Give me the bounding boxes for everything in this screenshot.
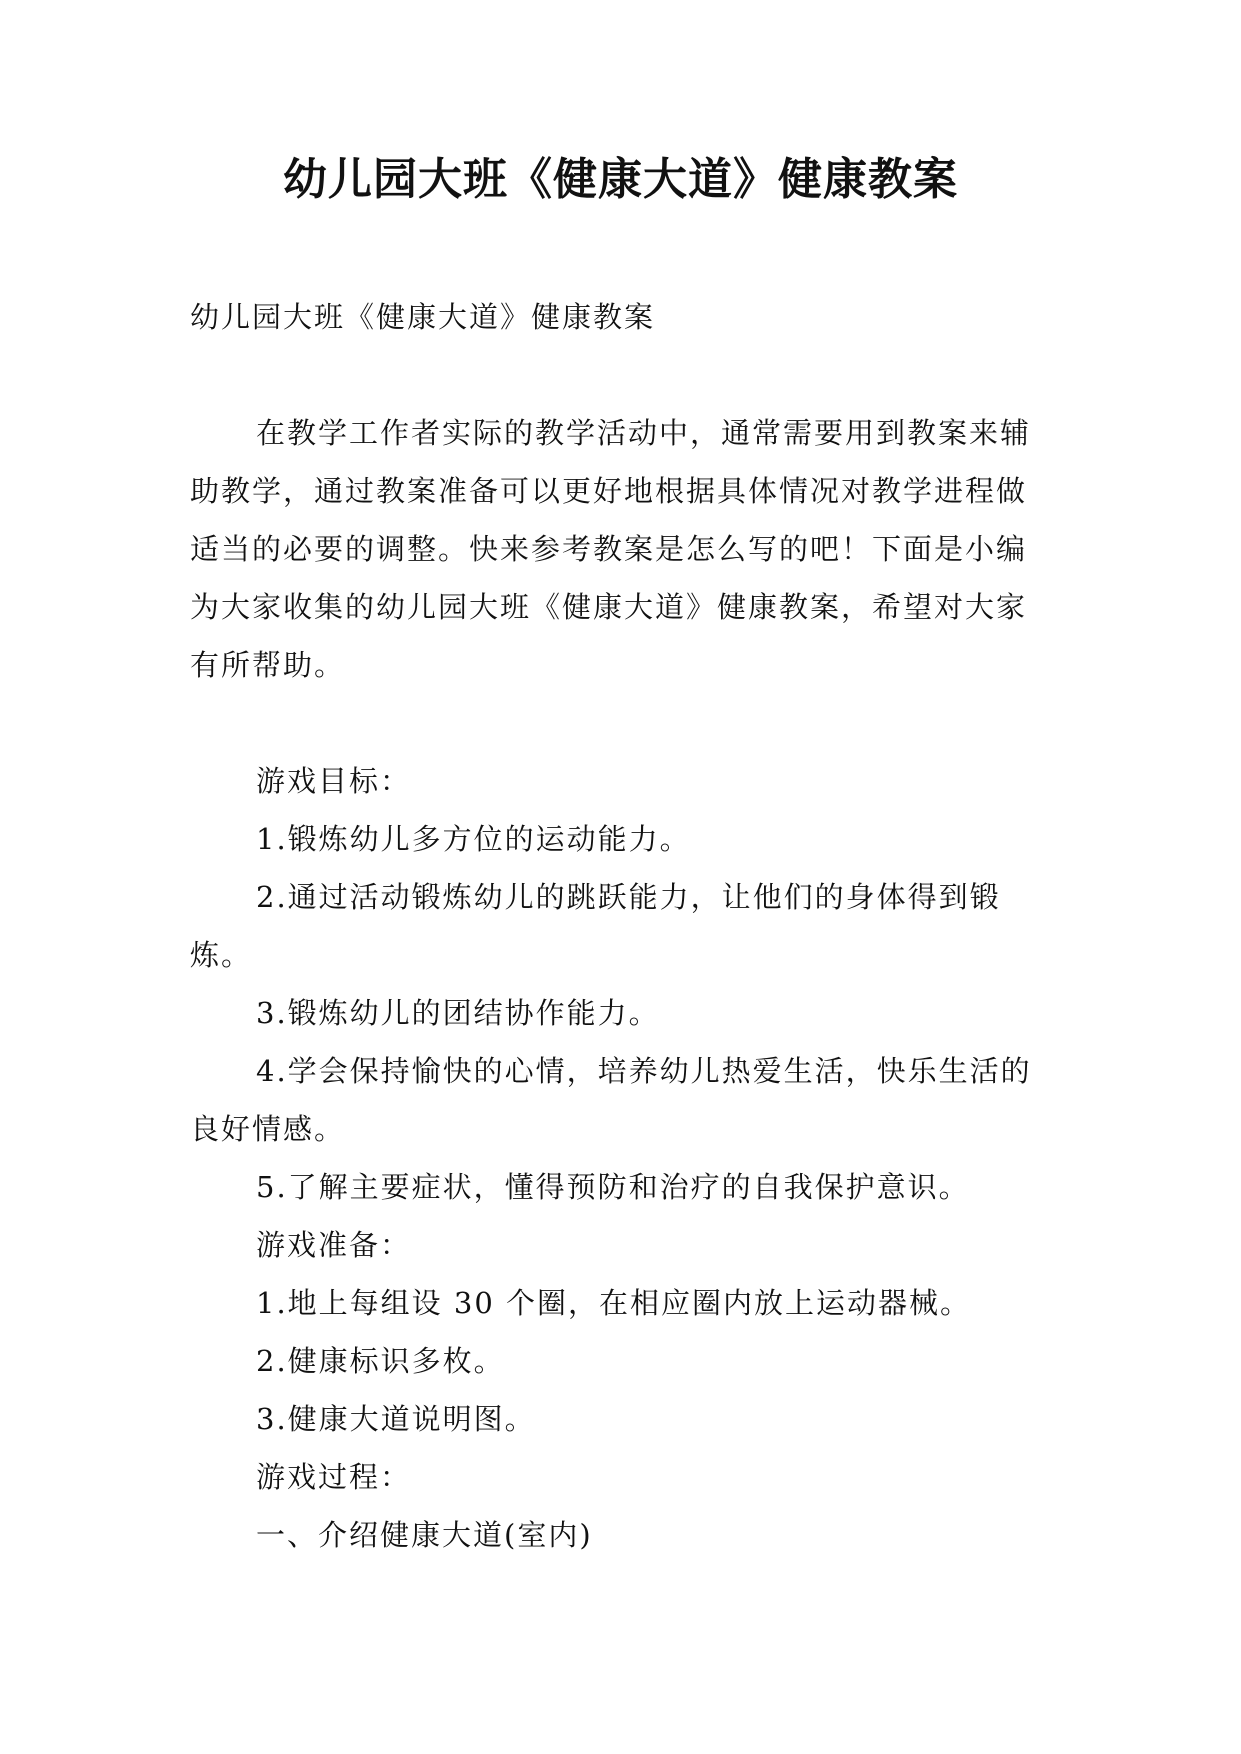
goal-item: 5.了解主要症状，懂得预防和治疗的自我保护意识。: [256, 1170, 970, 1204]
goal-item: 4.学会保持愉快的心情，培养幼儿热爱生活，快乐生活的良好情感。: [190, 1054, 1032, 1146]
document-title: 幼儿园大班《健康大道》健康教案: [283, 154, 958, 205]
prep-item: 2.健康标识多枚。: [256, 1344, 505, 1378]
process-item: 一、介绍健康大道(室内): [256, 1518, 593, 1552]
prep-heading: 游戏准备：: [256, 1228, 412, 1262]
goal-item: 3.锻炼幼儿的团结协作能力。: [256, 996, 660, 1030]
goals-heading: 游戏目标：: [256, 764, 412, 798]
prep-item: 3.健康大道说明图。: [256, 1402, 536, 1436]
goal-item: 2.通过活动锻炼幼儿的跳跃能力，让他们的身体得到锻炼。: [190, 880, 1001, 972]
document-subtitle: 幼儿园大班《健康大道》健康教案: [190, 300, 656, 334]
paragraph-gap: [190, 346, 1050, 404]
prep-item: 1.地上每组设 30 个圈，在相应圈内放上运动器械。: [256, 1286, 972, 1320]
document-body: [190, 288, 1050, 1564]
goal-item: 1.锻炼幼儿多方位的运动能力。: [256, 822, 691, 856]
paragraph-gap: [190, 694, 1050, 752]
process-heading: 游戏过程：: [256, 1460, 412, 1494]
intro-paragraph: 在教学工作者实际的教学活动中，通常需要用到教案来辅助教学，通过教案准备可以更好地根据具体情况对教学进程做适当的必要的调整。快来参考教案是怎么写的吧！下面是小编为大家收集的幼儿园大班《健康大道》健康教案，希望对大家有所帮助。: [190, 416, 1032, 682]
